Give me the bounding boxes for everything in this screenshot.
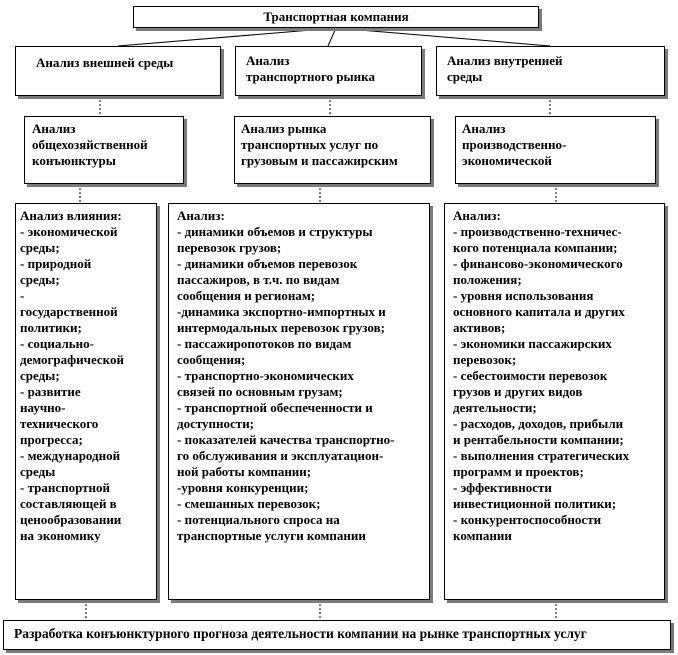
node-text-line: перевозок; — [453, 352, 517, 367]
node-text-line: прогресса; — [20, 432, 83, 447]
node-text-line: среды — [447, 69, 483, 84]
node-text-line: - конкурентоспособности — [453, 512, 602, 527]
node-text-line: доступности; — [177, 416, 255, 431]
node-text-line: - экономической — [20, 224, 118, 239]
node-text-line: Анализ внутренней — [447, 53, 563, 68]
node-text-line: - — [20, 288, 25, 303]
node-text-line: -уровня конкуренции; — [177, 480, 309, 495]
node-text-line: перевозок грузов; — [177, 240, 282, 255]
node-text-line: - потенциального спроса на — [177, 512, 340, 527]
node-text-line: - экономики пассажирских — [453, 336, 612, 351]
node-text-line: - расходов, доходов, прибыли — [453, 416, 624, 431]
node-text-line: Анализ: — [453, 208, 501, 223]
node-text-line: компании — [453, 528, 512, 543]
node-text-line: транспортные услуги компании — [177, 528, 366, 543]
node-text-line: - транспортной — [20, 480, 111, 495]
forecast-node — [3, 620, 671, 650]
node-text-line: демографической — [20, 352, 124, 367]
node-text-line: Анализ — [32, 121, 76, 136]
node-text-line: - природной — [20, 256, 92, 271]
node-text-line: - эффективности — [453, 480, 552, 495]
node-text-line: среды — [20, 464, 56, 479]
connector-top-left — [118, 28, 336, 46]
node-text-line: Анализ рынка — [241, 121, 327, 136]
node-text-line: ценообразовании — [20, 512, 122, 527]
detail-external-influence-list — [15, 203, 157, 600]
node-text-line: - социально- — [20, 336, 94, 351]
node-text-line: на экономику — [20, 528, 101, 543]
node-text-line: деятельности; — [453, 400, 537, 415]
node-text-line: интермодальных перевозок грузов; — [177, 320, 385, 335]
node-text-line: - смешанных перевозок; — [177, 496, 321, 511]
node-text-line: экономической — [462, 153, 552, 168]
node-text-line: и рентабельности компании; — [453, 432, 624, 447]
node-text-line: конъюнктуры — [32, 153, 116, 168]
node-text-line: транспортного рынка — [246, 69, 375, 84]
node-text-line: - транспортной обеспеченности и — [177, 400, 373, 415]
node-text-line: - себестоимости перевозок — [453, 368, 608, 383]
node-text-line: производственно- — [462, 137, 567, 152]
node-text-line: научно- — [20, 400, 66, 415]
node-text-line: - международной — [20, 448, 121, 463]
node-text-line: инвестиционной политики; — [453, 496, 617, 511]
node-text-line: - финансово-экономического — [453, 256, 623, 271]
node-text-line: - динамики объемов перевозок — [177, 256, 358, 271]
node-text-line: составляющей в — [20, 496, 117, 511]
node-text-line: программ и проектов; — [453, 464, 584, 479]
node-text-line: общехозяйственной — [32, 137, 148, 152]
node-internal-environment — [436, 46, 665, 96]
node-text-line: го обслуживания и эксплуатацион- — [177, 448, 384, 463]
node-text-line: среды; — [20, 368, 60, 383]
node-text-line: кого потенциала компании; — [453, 240, 618, 255]
node-text-line: положения; — [453, 272, 522, 287]
node-text-line: - динамики объемов и структуры — [177, 224, 373, 239]
detail-internal-analysis-list — [444, 203, 665, 600]
node-text-line: государственной — [20, 304, 118, 319]
node-text-line: - пассажиропотоков по видам — [177, 336, 352, 351]
node-production-economic-analysis — [455, 116, 656, 184]
node-text-line: сообщения; — [177, 352, 246, 367]
node-text-line: технического — [20, 416, 99, 431]
root-node-label: Транспортная компания — [263, 9, 409, 24]
node-text-line: связей по основным грузам; — [177, 384, 343, 399]
node-text-line: грузов и других видов — [453, 384, 583, 399]
node-text-line: Анализ влияния: — [20, 208, 122, 223]
node-general-economic-conjuncture — [24, 116, 184, 184]
node-text-line: пассажиров, в т.ч. по видам — [177, 272, 340, 287]
node-external-environment — [15, 46, 221, 96]
node-text-line: - выполнения стратегических — [453, 448, 630, 463]
node-transport-market — [235, 46, 422, 96]
node-text-line: - уровня использования — [453, 288, 594, 303]
node-text-line: Анализ внешней среды — [36, 55, 174, 70]
node-text-line: Анализ: — [177, 208, 225, 223]
connector-top-right — [336, 28, 550, 46]
node-text-line: Анализ — [462, 121, 506, 136]
node-text-line: сообщения и регионам; — [177, 288, 316, 303]
node-text-line: - транспортно-экономических — [177, 368, 354, 383]
node-text-line: - производственно-техничес- — [453, 224, 622, 239]
node-text-line: - показателей качества транспортно- — [177, 432, 395, 447]
node-text-line: Анализ — [246, 53, 290, 68]
node-text-line: -динамика экспортно-импортных и — [177, 304, 386, 319]
connector-top-center — [328, 28, 336, 46]
node-text-line: - развитие — [20, 384, 81, 399]
node-text-line: среды; — [20, 272, 60, 287]
node-text-line: грузовым и пассажирским — [241, 153, 398, 168]
node-transport-services-market — [234, 116, 431, 184]
node-text-line: транспортных услуг по — [241, 137, 379, 152]
node-text-line: среды; — [20, 240, 60, 255]
node-text-line: активов; — [453, 320, 506, 335]
root-node — [133, 6, 539, 28]
node-text-line: основного капитала и других — [453, 304, 625, 319]
node-text-line: политики; — [20, 320, 82, 335]
forecast-node-label: Разработка конъюнктурного прогноза деятельности компании на рынке транспортных услуг — [14, 626, 587, 641]
node-text-line: ной работы компании; — [177, 464, 312, 479]
detail-market-analysis-list — [168, 203, 430, 600]
